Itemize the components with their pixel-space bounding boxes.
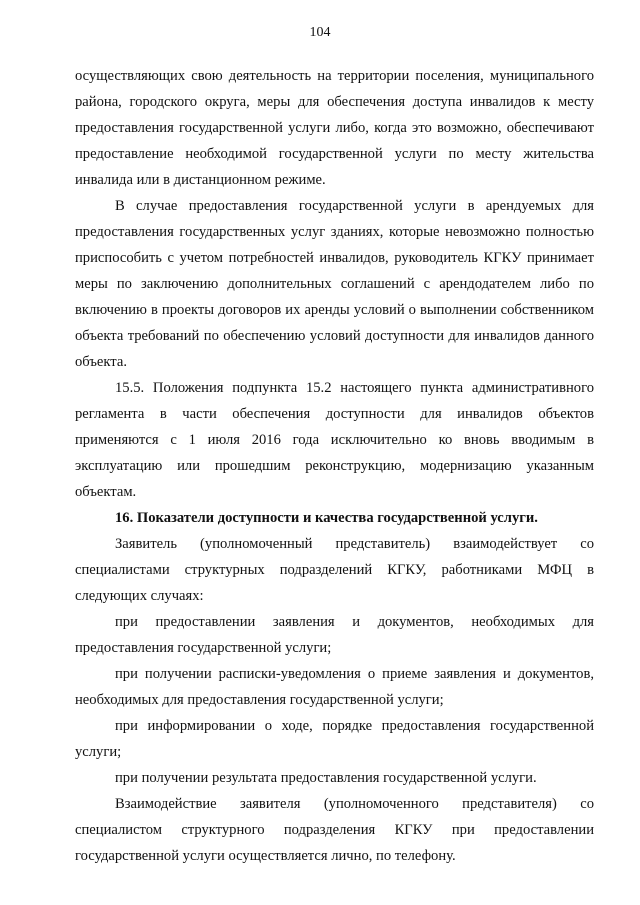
paragraph-interaction-mode: Взаимодействие заявителя (уполномоченного представителя) со специалистом структурного подразделения КГКУ при предоставлении государственной услуги осуществляется лично, по телефону. (75, 796, 594, 864)
paragraph-15-5: 15.5. Положения подпункта 15.2 настоящего пункта административного регламента в части обеспечения доступности для инвалидов объектов применяются с 1 июля 2016 года исключительно ко вновь вводимым в эксплуатацию или прошедшим реконструкцию, модернизацию указанным объектам. (75, 380, 594, 500)
paragraph-continuation: осуществляющих свою деятельность на территории поселения, муниципального района, городского округа, меры для обеспечения доступа инвалидов к месту предоставления государственной услуги либо, когда это возможно, обеспечивают предоставление необходимой государственной услуги по месту жительства инвалида или в дистанционном режиме. (75, 68, 594, 188)
page-number: 104 (309, 25, 331, 40)
document-body (75, 63, 594, 869)
list-item-submission: при предоставлении заявления и документов, необходимых для предоставления государственной услуги; (75, 614, 594, 656)
section-heading-16: 16. Показатели доступности и качества государственной услуги. (115, 510, 538, 526)
paragraph-rented-buildings: В случае предоставления государственной услуги в арендуемых для предоставления государственных услуг зданиях, которые невозможно полностью приспособить с учетом потребностей инвалидов, руководитель КГКУ принимает меры по заключению дополнительных соглашений с арендодателем либо по включению в проекты договоров их аренды условий о выполнении собственником объекта требований по обеспечению условий доступности для инвалидов данного объекта. (75, 198, 594, 370)
list-item-informing: при информировании о ходе, порядке предоставления государственной услуги; (75, 718, 594, 760)
list-item-result: при получении результата предоставления государственной услуги. (115, 770, 537, 786)
list-item-receipt: при получении расписки-уведомления о приеме заявления и документов, необходимых для предоставления государственной услуги; (75, 666, 594, 708)
paragraph-applicant-interaction: Заявитель (уполномоченный представитель) взаимодействует со специалистами структурных подразделений КГКУ, работниками МФЦ в следующих случаях: (75, 536, 594, 604)
